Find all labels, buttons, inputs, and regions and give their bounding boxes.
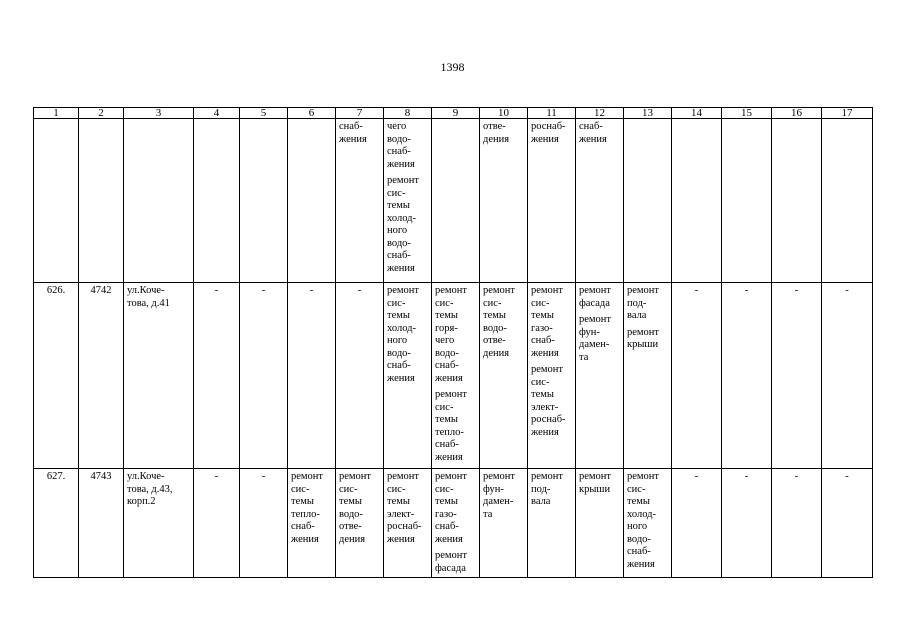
building-address <box>124 119 194 283</box>
repair-work-item: ремонт сис- темы холод- ного водо- снаб- жения <box>627 471 660 570</box>
column-header: 9 <box>432 108 480 119</box>
repair-work-item: ремонт крыши <box>579 471 612 495</box>
row-number: 626. <box>34 283 79 469</box>
repair-work-item: ремонт крыши <box>627 326 660 350</box>
repair-work-item: снаб- жения <box>339 121 367 145</box>
work-cell-col-17 <box>822 469 873 578</box>
work-cell-col-12 <box>576 469 624 578</box>
work-cell-col-8 <box>384 119 432 283</box>
repair-work-item: ремонт сис- темы элект- роснаб- жения <box>387 471 422 545</box>
page-number: 1398 <box>440 60 465 74</box>
empty-dash: - <box>794 285 799 296</box>
column-header: 4 <box>194 108 240 119</box>
column-header: 17 <box>822 108 873 119</box>
empty-dash: - <box>261 471 266 482</box>
work-cell-col-15 <box>722 469 772 578</box>
repair-work-item: ремонт сис- темы тепло- снаб- жения <box>291 471 324 545</box>
work-cell-col-6 <box>288 283 336 469</box>
work-cell-col-17 <box>822 119 873 283</box>
repair-work-item: ремонт под- вала <box>531 471 564 507</box>
column-header: 15 <box>722 108 772 119</box>
work-cell-col-10 <box>480 119 528 283</box>
building-code: 4743 <box>79 469 124 578</box>
work-cell-col-5 <box>240 119 288 283</box>
column-header: 1 <box>34 108 79 119</box>
empty-dash: - <box>744 285 749 296</box>
work-cell-col-4 <box>194 119 240 283</box>
repair-work-item: ремонт сис- темы холод- ного водо- снаб- жения <box>387 285 420 384</box>
empty-dash: - <box>694 471 699 482</box>
column-header: 2 <box>79 108 124 119</box>
repair-work-item: роснаб- жения <box>531 121 566 145</box>
work-cell-col-17 <box>822 283 873 469</box>
work-cell-col-9 <box>432 469 480 578</box>
repair-work-item: ремонт сис- темы горя- чего водо- снаб- жения <box>435 285 468 384</box>
building-address: ул.Коче- това, д.43, корп.2 <box>124 469 194 578</box>
work-cell-col-5 <box>240 469 288 578</box>
work-cell-col-11 <box>528 469 576 578</box>
work-cell-col-15 <box>722 283 772 469</box>
building-address: ул.Коче- това, д.41 <box>124 283 194 469</box>
repair-work-item: ремонт под- вала <box>627 285 660 321</box>
repair-work-item: ремонт сис- темы газо- снаб- жения <box>435 471 468 545</box>
building-code <box>79 119 124 283</box>
column-header: 16 <box>772 108 822 119</box>
repair-work-item: снаб- жения <box>579 121 607 145</box>
work-cell-col-13 <box>624 119 672 283</box>
work-cell-col-11 <box>528 119 576 283</box>
work-cell-col-8 <box>384 469 432 578</box>
empty-dash: - <box>694 285 699 296</box>
repair-work-item: ремонт фун- дамен- та <box>579 314 612 363</box>
work-cell-col-13 <box>624 283 672 469</box>
work-cell-col-12 <box>576 283 624 469</box>
work-cell-col-14 <box>672 283 722 469</box>
work-cell-col-7 <box>336 283 384 469</box>
work-cell-col-6 <box>288 119 336 283</box>
column-header: 11 <box>528 108 576 119</box>
repair-work-item: ремонт сис- темы газо- снаб- жения <box>531 285 564 359</box>
work-cell-col-12 <box>576 119 624 283</box>
work-cell-col-16 <box>772 469 822 578</box>
repair-work-item: ремонт сис- темы холод- ного водо- снаб- жения <box>387 175 420 274</box>
work-cell-col-10 <box>480 469 528 578</box>
repair-work-item: ремонт сис- темы водо- отве- дения <box>483 285 516 359</box>
repair-work-item: ремонт сис- темы водо- отве- дения <box>339 471 372 545</box>
repair-work-item: ремонт фасада <box>579 285 612 309</box>
empty-dash: - <box>261 285 266 296</box>
repair-work-item: ремонт фун- дамен- та <box>483 471 516 520</box>
work-cell-col-7 <box>336 119 384 283</box>
empty-dash: - <box>357 285 362 296</box>
work-cell-col-5 <box>240 283 288 469</box>
empty-dash: - <box>214 285 219 296</box>
empty-dash: - <box>794 471 799 482</box>
table-row <box>34 119 873 283</box>
column-header: 13 <box>624 108 672 119</box>
repair-work-item: ремонт сис- темы элект- роснаб- жения <box>531 364 566 438</box>
work-cell-col-14 <box>672 119 722 283</box>
work-cell-col-9 <box>432 283 480 469</box>
repair-schedule-table <box>33 107 873 578</box>
column-header: 12 <box>576 108 624 119</box>
repair-work-item: ремонт фасада <box>435 550 468 574</box>
work-cell-col-4 <box>194 283 240 469</box>
column-header: 3 <box>124 108 194 119</box>
column-header: 14 <box>672 108 722 119</box>
building-code: 4742 <box>79 283 124 469</box>
empty-dash: - <box>845 471 849 482</box>
work-cell-col-10 <box>480 283 528 469</box>
column-header: 7 <box>336 108 384 119</box>
work-cell-col-11 <box>528 283 576 469</box>
empty-dash: - <box>845 285 849 296</box>
column-header: 5 <box>240 108 288 119</box>
table-row <box>34 283 873 469</box>
work-cell-col-16 <box>772 283 822 469</box>
empty-dash: - <box>214 471 219 482</box>
work-cell-col-16 <box>772 119 822 283</box>
work-cell-col-15 <box>722 119 772 283</box>
repair-work-item: чего водо- снаб- жения <box>387 121 415 170</box>
row-number <box>34 119 79 283</box>
column-header: 8 <box>384 108 432 119</box>
repair-work-item: отве- дения <box>483 121 510 145</box>
column-header: 6 <box>288 108 336 119</box>
empty-dash: - <box>744 471 749 482</box>
work-cell-col-14 <box>672 469 722 578</box>
header-row <box>34 108 873 119</box>
work-cell-col-9 <box>432 119 480 283</box>
repair-work-item: ремонт сис- темы тепло- снаб- жения <box>435 389 468 463</box>
work-cell-col-4 <box>194 469 240 578</box>
work-cell-col-8 <box>384 283 432 469</box>
empty-dash: - <box>309 285 314 296</box>
work-cell-col-6 <box>288 469 336 578</box>
work-cell-col-13 <box>624 469 672 578</box>
table-row <box>34 469 873 578</box>
work-cell-col-7 <box>336 469 384 578</box>
column-header: 10 <box>480 108 528 119</box>
row-number: 627. <box>34 469 79 578</box>
